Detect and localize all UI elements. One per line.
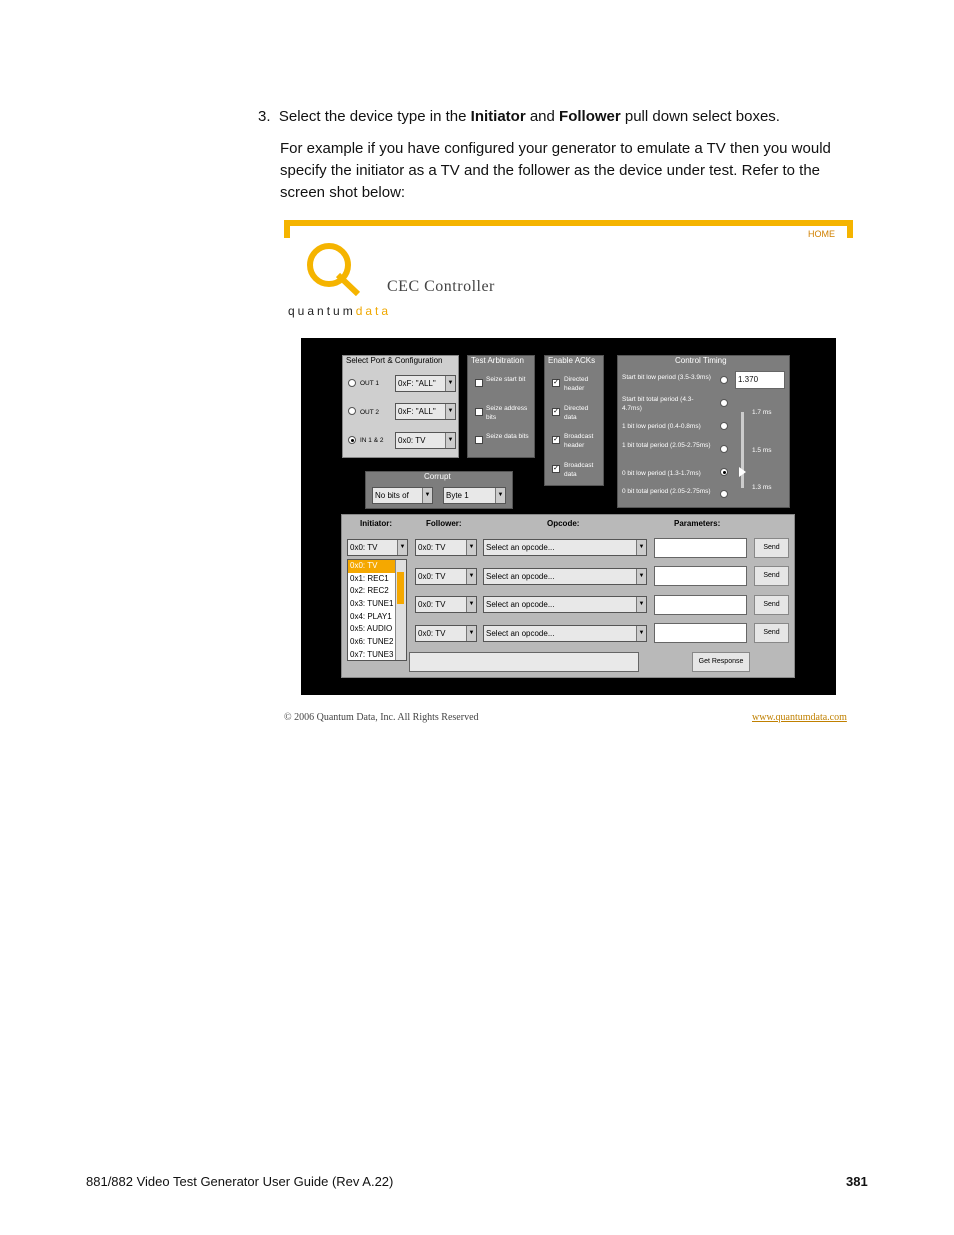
send-button-4[interactable]: Send bbox=[754, 623, 789, 643]
corrupt-label: Corrupt bbox=[424, 472, 451, 481]
broadcast-header-label: Broadcast header bbox=[564, 433, 594, 449]
step-follower: Follower bbox=[559, 108, 621, 125]
dropdown-option[interactable]: 0x3: TUNE1 bbox=[350, 599, 394, 609]
timing-slider-handle[interactable] bbox=[739, 467, 746, 477]
timing-item-start-total: Start bit total period (4.3-4.7ms) bbox=[622, 396, 694, 412]
seize-address-label: Seize address bits bbox=[486, 405, 528, 421]
timing-1-low-radio[interactable] bbox=[720, 422, 728, 430]
tick-1-3: 1.3 ms bbox=[752, 484, 772, 491]
parameters-input-3[interactable] bbox=[654, 595, 747, 615]
timing-0-low-radio[interactable] bbox=[720, 468, 728, 476]
tick-1-7: 1.7 ms bbox=[752, 409, 772, 416]
page-title: CEC Controller bbox=[387, 278, 495, 295]
initiator-select[interactable] bbox=[347, 539, 408, 556]
quantumdata-logo-icon bbox=[304, 238, 364, 296]
dropdown-scroll-thumb[interactable] bbox=[397, 572, 404, 604]
follower-header: Follower: bbox=[426, 519, 462, 528]
send-button-1[interactable]: Send bbox=[754, 538, 789, 558]
follower-select-3[interactable] bbox=[415, 596, 477, 613]
seize-address-checkbox[interactable] bbox=[475, 408, 483, 416]
in12-label: IN 1 & 2 bbox=[360, 437, 384, 444]
timing-item-0-total: 0 bit total period (2.05-2.75ms) bbox=[622, 488, 711, 495]
timing-item-start-low: Start bit low period (3.5-3.9ms) bbox=[622, 374, 711, 381]
in12-value: 0x0: TV bbox=[398, 436, 426, 445]
corrupt-byte-value: Byte 1 bbox=[446, 491, 469, 500]
chevron-down-icon: ▼ bbox=[636, 597, 646, 612]
page-number: 381 bbox=[846, 1174, 868, 1189]
chevron-down-icon: ▼ bbox=[636, 569, 646, 584]
send-button-2[interactable]: Send bbox=[754, 566, 789, 586]
opcode-select-4[interactable] bbox=[483, 625, 647, 642]
step-text-c: pull down select boxes. bbox=[620, 108, 780, 125]
follower-select-1[interactable] bbox=[415, 539, 477, 556]
tick-1-5: 1.5 ms bbox=[752, 447, 772, 454]
enable-acks-label: Enable ACKs bbox=[548, 356, 596, 365]
step-3 bbox=[258, 107, 858, 127]
chevron-down-icon: ▼ bbox=[495, 488, 505, 503]
footer-title: 881/882 Video Test Generator User Guide (Rev A.22) bbox=[86, 1174, 394, 1189]
chevron-down-icon: ▼ bbox=[466, 540, 476, 555]
step-initiator: Initiator bbox=[470, 108, 526, 125]
wordmark-a: quantum bbox=[288, 304, 356, 318]
follower-select-4[interactable] bbox=[415, 625, 477, 642]
dropdown-option[interactable]: 0x0: TV bbox=[348, 560, 406, 573]
corrupt-bits-select[interactable] bbox=[372, 487, 433, 504]
home-link[interactable]: HOME bbox=[808, 229, 835, 239]
opcode-value-3: Select an opcode... bbox=[486, 600, 555, 609]
chevron-down-icon: ▼ bbox=[397, 540, 407, 555]
chevron-down-icon: ▼ bbox=[466, 626, 476, 641]
dropdown-option[interactable]: 0x1: REC1 bbox=[350, 573, 389, 583]
opcode-select-1[interactable] bbox=[483, 539, 647, 556]
out1-value: 0xF: "ALL" bbox=[398, 379, 436, 388]
frame-top-bar bbox=[284, 220, 853, 226]
out1-label: OUT 1 bbox=[360, 380, 380, 387]
opcode-value-4: Select an opcode... bbox=[486, 629, 555, 638]
step-text-b: and bbox=[525, 108, 560, 125]
timing-value-input[interactable]: 1.370 bbox=[735, 371, 785, 389]
example-paragraph: For example if you have configured your generator to emulate a TV then you would specify the initiator as a TV and the follower as the device under test. Refer to the screen shot below: bbox=[280, 140, 831, 201]
broadcast-data-checkbox[interactable]: ✓ bbox=[553, 465, 559, 472]
seize-data-label: Seize data bits bbox=[486, 433, 529, 440]
directed-header-label: Directed header bbox=[564, 376, 589, 392]
step-text-a: Select the device type in the bbox=[278, 108, 471, 125]
broadcast-data-label: Broadcast data bbox=[564, 462, 594, 478]
test-arbitration-label: Test Arbitration bbox=[471, 356, 524, 365]
dropdown-scrollbar[interactable] bbox=[395, 560, 406, 660]
control-timing-label: Control Timing bbox=[675, 356, 727, 365]
opcode-value-2: Select an opcode... bbox=[486, 572, 555, 581]
parameters-input-1[interactable] bbox=[654, 538, 747, 558]
directed-data-checkbox[interactable]: ✓ bbox=[553, 408, 559, 415]
timing-item-0-low: 0 bit low period (1.3-1.7ms) bbox=[622, 470, 701, 477]
quantumdata-wordmark bbox=[288, 304, 391, 318]
directed-header-checkbox[interactable]: ✓ bbox=[553, 379, 559, 386]
chevron-down-icon: ▼ bbox=[466, 569, 476, 584]
follower-value-4: 0x0: TV bbox=[418, 629, 446, 638]
website-link[interactable]: www.quantumdata.com bbox=[752, 712, 847, 723]
step-number: 3. bbox=[258, 108, 271, 125]
opcode-value-1: Select an opcode... bbox=[486, 543, 555, 552]
timing-1-total-radio[interactable] bbox=[720, 445, 728, 453]
opcode-select-3[interactable] bbox=[483, 596, 647, 613]
chevron-down-icon: ▼ bbox=[445, 376, 455, 391]
follower-value-2: 0x0: TV bbox=[418, 572, 446, 581]
wordmark-b: data bbox=[355, 304, 392, 318]
out1-select[interactable] bbox=[395, 375, 456, 392]
dropdown-option[interactable]: 0x2: REC2 bbox=[350, 586, 389, 596]
initiator-header: Initiator: bbox=[360, 519, 392, 528]
chevron-down-icon: ▼ bbox=[422, 488, 432, 503]
out2-radio[interactable] bbox=[348, 407, 356, 415]
parameters-input-4[interactable] bbox=[654, 623, 747, 643]
in12-select[interactable] bbox=[395, 432, 456, 449]
frame-left bbox=[284, 220, 290, 238]
parameters-header: Parameters: bbox=[674, 519, 721, 528]
initiator-value: 0x0: TV bbox=[350, 543, 378, 552]
parameters-input-2[interactable] bbox=[654, 566, 747, 586]
seize-start-checkbox[interactable] bbox=[475, 379, 483, 387]
chevron-down-icon: ▼ bbox=[445, 433, 455, 448]
timing-item-1-total: 1 bit total period (2.05-2.75ms) bbox=[622, 442, 711, 449]
frame-right bbox=[847, 220, 853, 238]
dropdown-option[interactable]: 0x5: AUDIO bbox=[350, 624, 393, 634]
out2-select[interactable] bbox=[395, 403, 456, 420]
follower-value-3: 0x0: TV bbox=[418, 600, 446, 609]
send-button-3[interactable]: Send bbox=[754, 595, 789, 615]
dropdown-option[interactable]: 0x4: PLAY1 bbox=[350, 611, 392, 621]
timing-item-1-low: 1 bit low period (0.4-0.8ms) bbox=[622, 423, 701, 430]
cec-controller-applet bbox=[301, 338, 836, 695]
seize-start-label: Seize start bit bbox=[486, 376, 526, 383]
broadcast-header-checkbox[interactable]: ✓ bbox=[553, 436, 559, 443]
timing-start-low-radio[interactable] bbox=[720, 376, 728, 384]
opcode-header: Opcode: bbox=[547, 519, 580, 528]
port-config-label: Select Port & Configuration bbox=[346, 356, 443, 365]
out1-radio[interactable] bbox=[348, 379, 356, 387]
out2-value: 0xF: "ALL" bbox=[398, 407, 436, 416]
timing-0-total-radio[interactable] bbox=[720, 490, 728, 498]
directed-data-label: Directed data bbox=[564, 405, 589, 421]
chevron-down-icon: ▼ bbox=[636, 626, 646, 641]
chevron-down-icon: ▼ bbox=[636, 540, 646, 555]
follower-select-2[interactable] bbox=[415, 568, 477, 585]
response-field[interactable] bbox=[409, 652, 639, 672]
corrupt-bits-value: No bits of bbox=[375, 491, 409, 500]
get-response-button[interactable]: Get Response bbox=[692, 652, 750, 672]
opcode-select-2[interactable] bbox=[483, 568, 647, 585]
out2-label: OUT 2 bbox=[360, 409, 380, 416]
follower-value-1: 0x0: TV bbox=[418, 543, 446, 552]
chevron-down-icon: ▼ bbox=[466, 597, 476, 612]
initiator-dropdown-list[interactable] bbox=[347, 559, 407, 661]
copyright: © 2006 Quantum Data, Inc. All Rights Reserved bbox=[284, 712, 479, 723]
corrupt-byte-select[interactable] bbox=[443, 487, 506, 504]
seize-data-checkbox[interactable] bbox=[475, 436, 483, 444]
chevron-down-icon: ▼ bbox=[445, 404, 455, 419]
timing-start-total-radio[interactable] bbox=[720, 399, 728, 407]
dropdown-option[interactable]: 0x7: TUNE3 bbox=[350, 649, 394, 659]
in12-radio[interactable] bbox=[348, 436, 356, 444]
dropdown-option[interactable]: 0x6: TUNE2 bbox=[350, 637, 394, 647]
